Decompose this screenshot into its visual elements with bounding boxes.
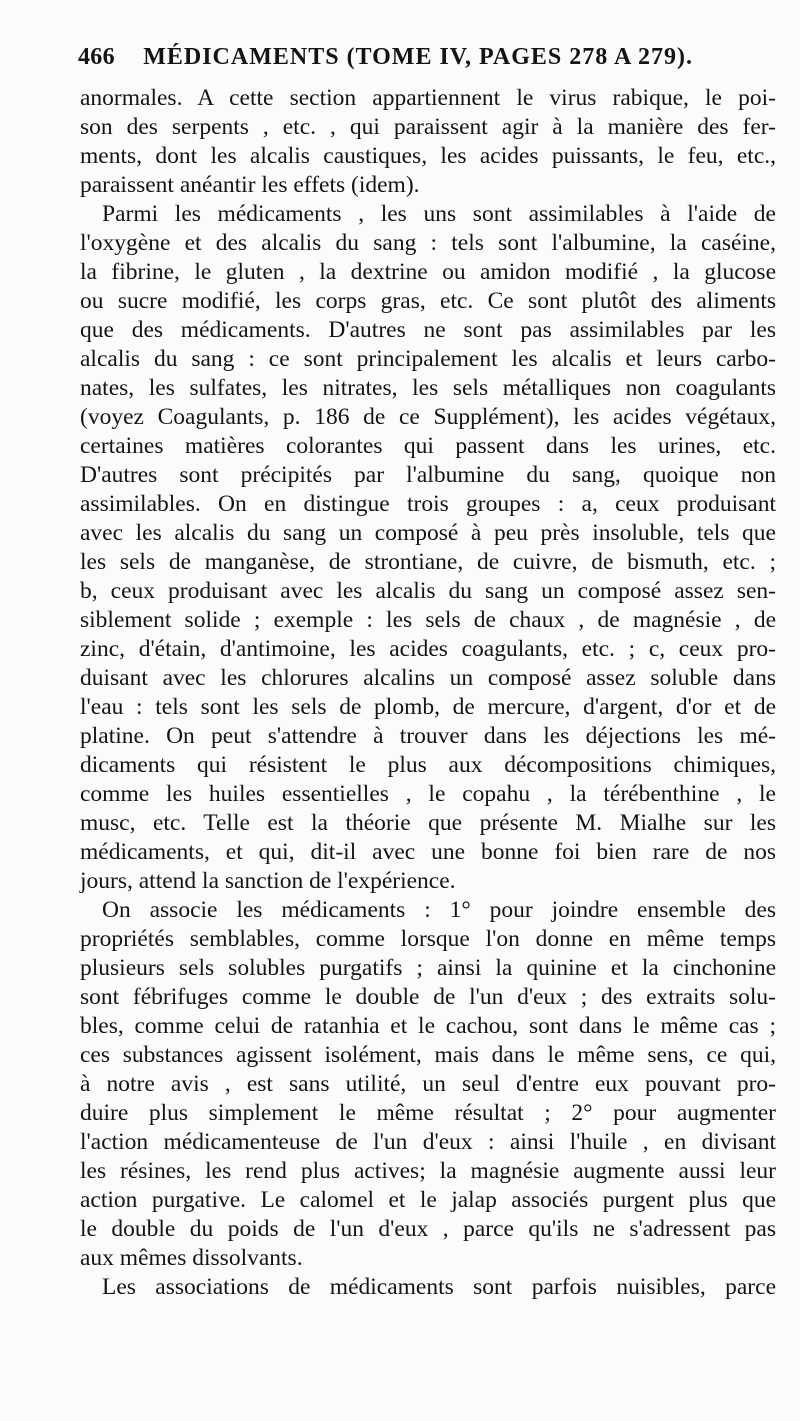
text-line: l'eau : tels sont les sels de plomb, de mercure, d'argent, d'or et de <box>80 694 776 720</box>
text-line: ments, dont les alcalis caustiques, les acides puissants, le feu, etc., <box>80 143 776 169</box>
text-line: duire plus simplement le même résultat ; 2° pour augmenter <box>80 1100 776 1126</box>
text-line: certaines matières colorantes qui passent dans les urines, etc. <box>80 433 776 459</box>
text-line: zinc, d'étain, d'antimoine, les acides coagulants, etc. ; c, ceux pro- <box>80 636 776 662</box>
text-line: action purgative. Le calomel et le jalap associés purgent plus que <box>80 1187 776 1213</box>
text-line: ces substances agissent isolément, mais dans le même sens, ce qui, <box>80 1042 776 1068</box>
text-line: ou sucre modifié, les corps gras, etc. Ce sont plutôt des aliments <box>80 288 776 314</box>
text-line: comme les huiles essentielles , le copahu , la térébenthine , le <box>80 781 776 807</box>
text-line: duisant avec les chlorures alcalins un composé assez soluble dans <box>80 665 776 691</box>
text-line: assimilables. On en distingue trois groupes : a, ceux produisant <box>80 491 776 517</box>
text-line: aux mêmes dissolvants. <box>80 1245 303 1271</box>
text-line: dicaments qui résistent le plus aux décompositions chimiques, <box>80 752 776 778</box>
text-line: Les associations de médicaments sont parfois nuisibles, parce <box>102 1274 776 1300</box>
text-line: son des serpents , etc. , qui paraissent agir à la manière des fer- <box>80 114 776 140</box>
text-line: Parmi les médicaments , les uns sont assimilables à l'aide de <box>102 201 776 227</box>
page-header <box>78 44 778 78</box>
text-line: b, ceux produisant avec les alcalis du sang un composé assez sen- <box>80 578 776 604</box>
text-line: siblement solide ; exemple : les sels de chaux , de magnésie , de <box>80 607 776 633</box>
text-line: l'action médicamenteuse de l'un d'eux : ainsi l'huile , en divisant <box>80 1129 776 1155</box>
text-line: (voyez Coagulants, p. 186 de ce Supplément), les acides végétaux, <box>80 404 776 430</box>
text-line: plusieurs sels solubles purgatifs ; ainsi la quinine et la cinchonine <box>80 955 776 981</box>
text-line: la fibrine, le gluten , la dextrine ou amidon modifié , la glucose <box>80 259 776 285</box>
text-line: le double du poids de l'un d'eux , parce qu'ils ne s'adressent pas <box>80 1216 776 1242</box>
text-line: les résines, les rend plus actives; la magnésie augmente aussi leur <box>80 1158 776 1184</box>
text-line: bles, comme celui de ratanhia et le cachou, sont dans le même cas ; <box>80 1013 776 1039</box>
text-line: nates, les sulfates, les nitrates, les sels métalliques non coagulants <box>80 375 776 401</box>
text-line: l'oxygène et des alcalis du sang : tels sont l'albumine, la caséine, <box>80 230 776 256</box>
text-line: sont fébrifuges comme le double de l'un d'eux ; des extraits solu- <box>80 984 776 1010</box>
text-line: à notre avis , est sans utilité, un seul d'entre eux pouvant pro- <box>80 1071 776 1097</box>
text-line: médicaments, et qui, dit-il avec une bonne foi bien rare de nos <box>80 839 776 865</box>
text-line: D'autres sont précipités par l'albumine du sang, quoique non <box>80 462 776 488</box>
text-line: musc, etc. Telle est la théorie que présente M. Mialhe sur les <box>80 810 776 836</box>
text-line: les sels de manganèse, de strontiane, de cuivre, de bismuth, etc. ; <box>80 549 776 575</box>
text-line: que des médicaments. D'autres ne sont pas assimilables par les <box>80 317 776 343</box>
text-line: anormales. A cette section appartiennent le virus rabique, le poi- <box>80 85 776 111</box>
text-line: On associe les médicaments : 1° pour joindre ensemble des <box>102 897 776 923</box>
text-line: avec les alcalis du sang un composé à peu près insoluble, tels que <box>80 520 776 546</box>
text-line: platine. On peut s'attendre à trouver dans les déjections les mé- <box>80 723 776 749</box>
text-line: jours, attend la sanction de l'expérience. <box>80 868 456 894</box>
body-text <box>80 84 776 1302</box>
page-number: 466 <box>78 44 115 70</box>
running-title: MÉDICAMENTS (TOME IV, PAGES 278 A 279). <box>143 44 693 70</box>
text-line: paraissent anéantir les effets (idem). <box>80 172 420 198</box>
text-line: propriétés semblables, comme lorsque l'on donne en même temps <box>80 926 776 952</box>
text-line: alcalis du sang : ce sont principalement les alcalis et leurs carbo- <box>80 346 776 372</box>
